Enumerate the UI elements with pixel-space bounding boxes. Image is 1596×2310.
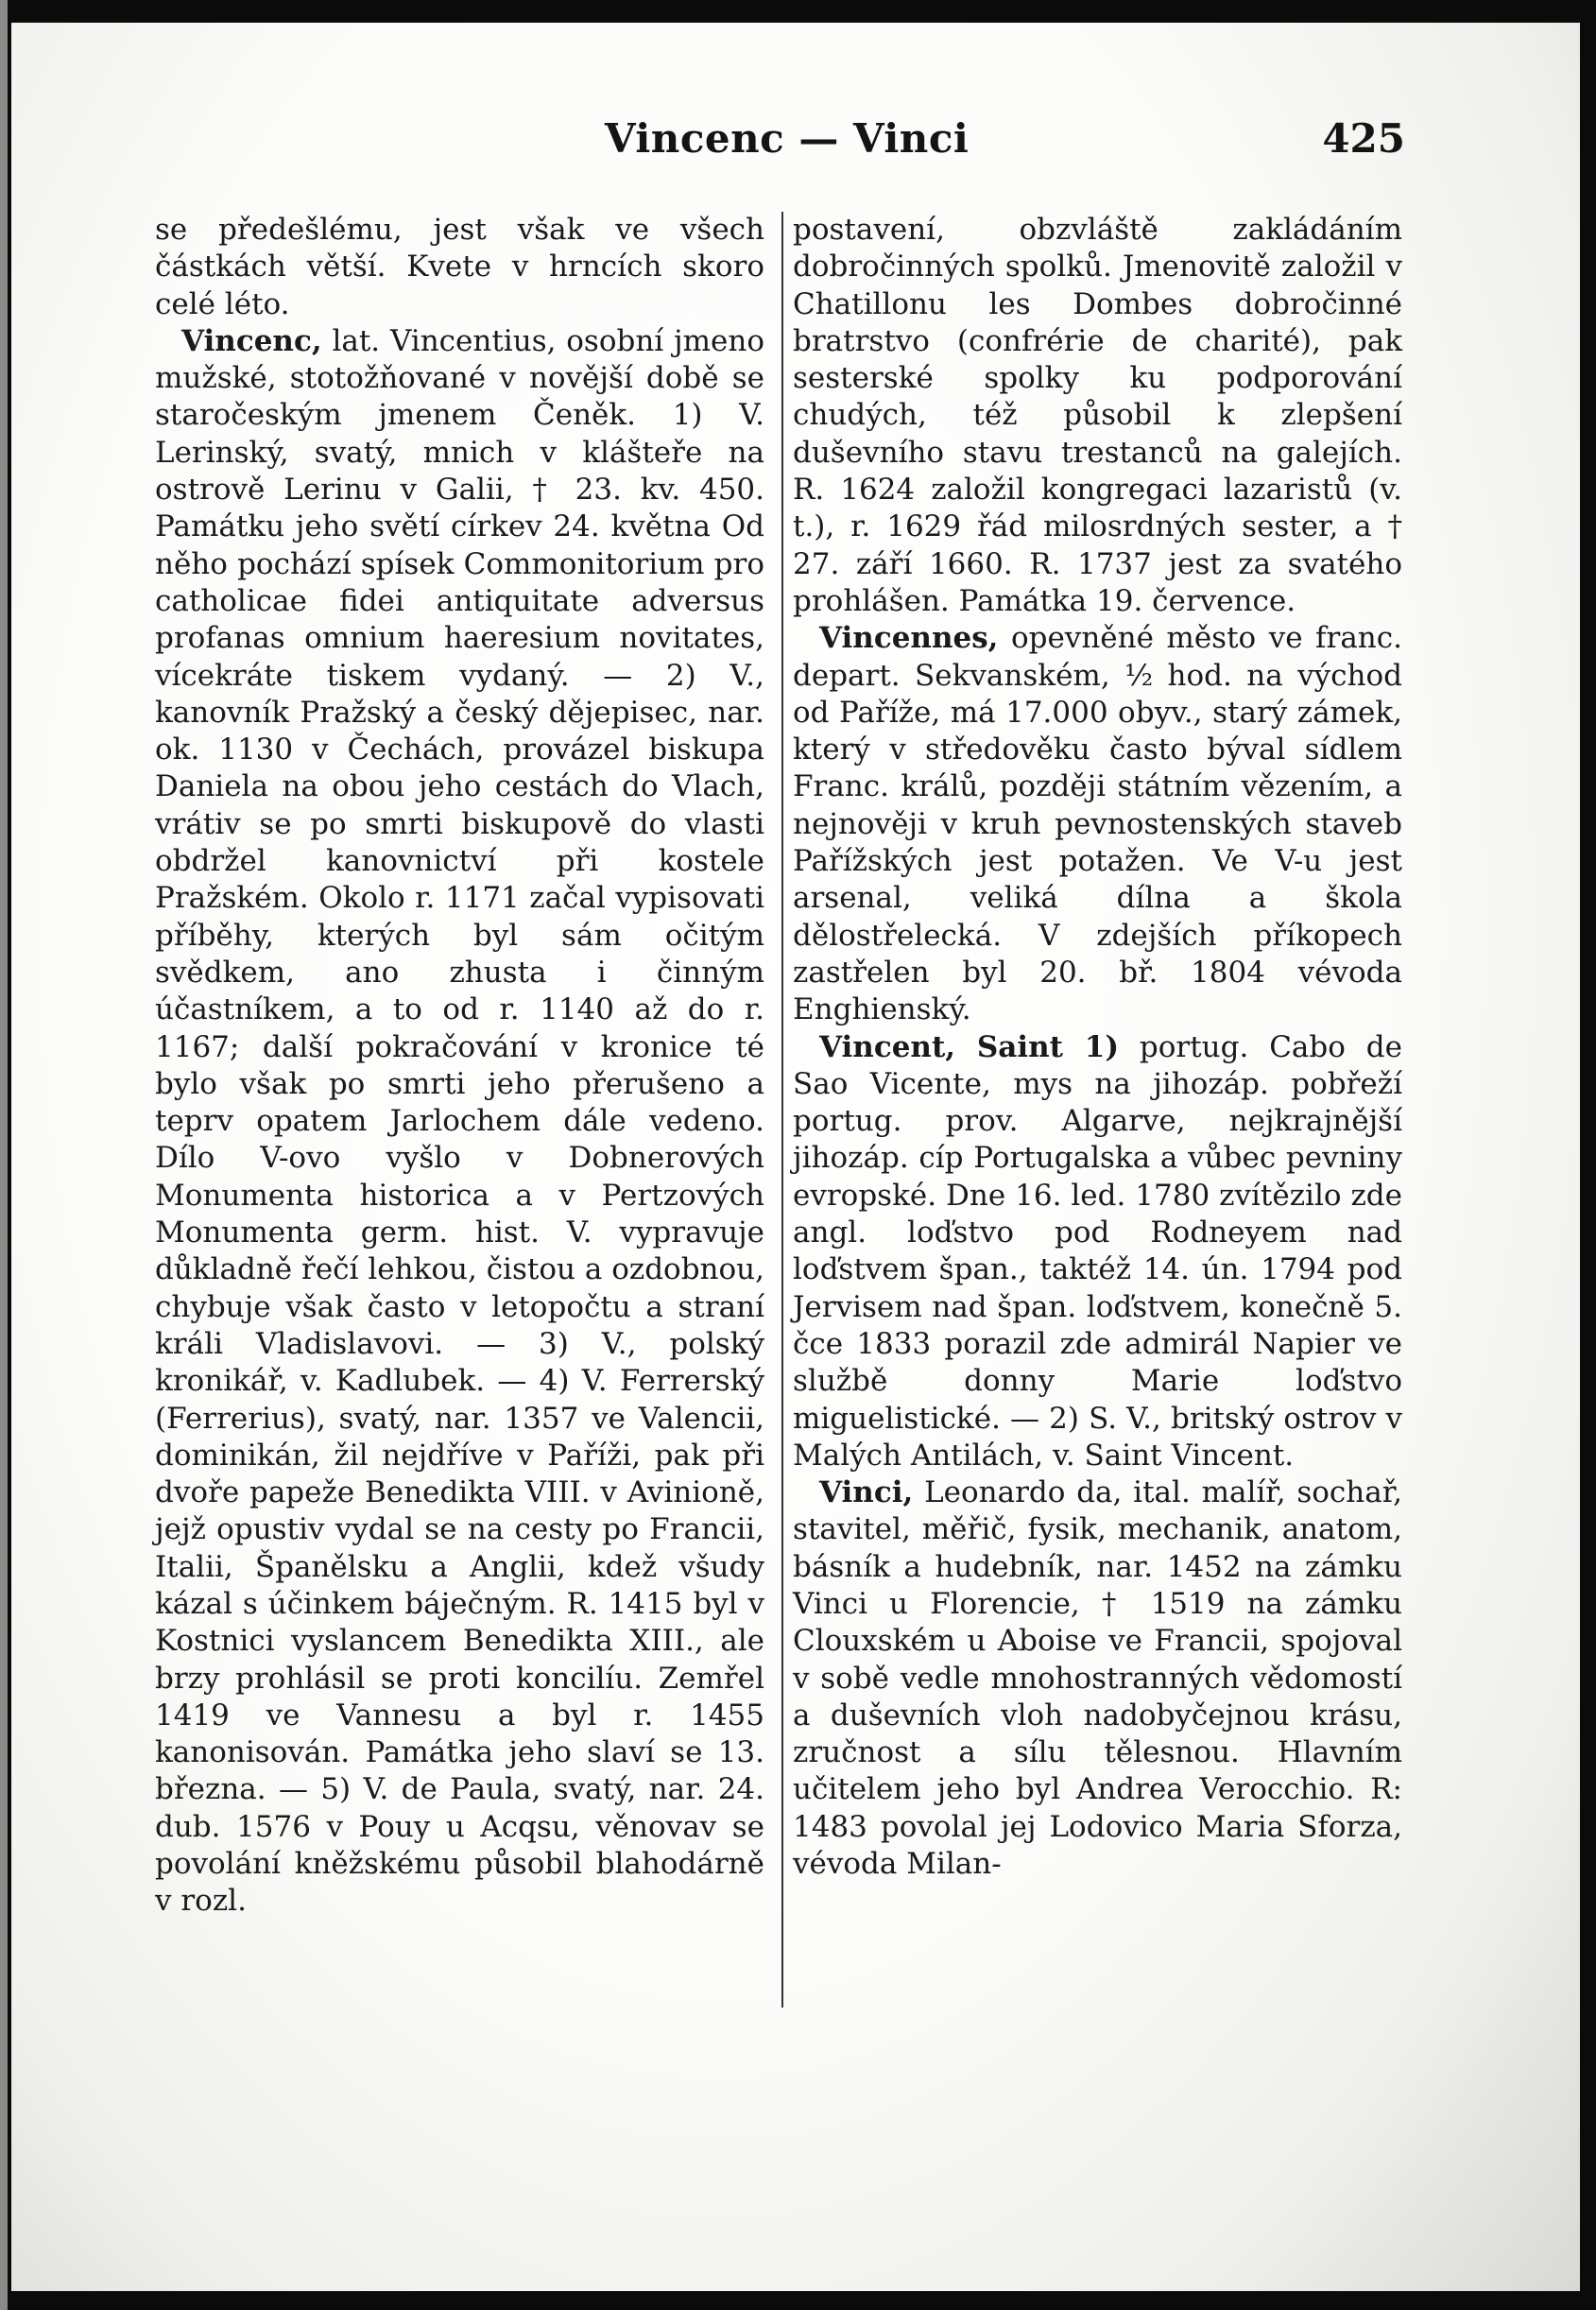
entry-headword: Vincenc, — [181, 323, 322, 358]
entry-text: opevněné město ve franc. depart. Sekvanském, ½ hod. na východ od Paříže, má 17.000 obyv., starý zámek, který v středověku často býval sídlem Franc. králů, později státním vězením, a nejnověji v kruh pevnostenských staveb Pařížských jest potažen. Ve V-u jest arsenal, veliká dílna a škola dělostřelecká. V zdejších příkopech zastřelen byl 20. bř. 1804 vévoda Enghienský. — [793, 621, 1402, 1027]
entry-continuation — [155, 212, 764, 323]
entry-headword: Vinci, — [819, 1475, 914, 1510]
entry-text: postavení, obzvláště zakládáním dobročinných spolků. Jmenovitě založil v Chatillonu les Dombes dobročinné bratrstvo (confrérie de charité), pak sesterské spolky ku podporování chudých, též působil k zlepšení duševního stavu trestanců na galejích. R. 1624 založil kongregaci lazaristů (v. t.), r. 1629 řád milosrdných sester, a † 27. září 1660. R. 1737 jest za svatého prohlášen. Památka 19. července. — [793, 213, 1402, 618]
entry-continuation — [793, 212, 1402, 620]
scan-edge — [0, 0, 8, 2310]
entry-vincennes — [793, 620, 1402, 1028]
entry-vincenc — [155, 323, 764, 1921]
entry-text: portug. Cabo de Sao Vicente, mys na jihozáp. pobřeží portug. prov. Algarve, nejkrajnější jihozáp. cíp Portugalska a vůbec pevniny evropské. Dne 16. led. 1780 zvítězilo zde angl. loďstvo pod Rodneyem nad loďstvem špan., taktéž 14. ún. 1794 pod Jervisem nad špan. loďstvem, konečně 5. čce 1833 porazil zde admirál Napier ve službě donny Marie loďstvo miguelistické. — 2) S. V., britský ostrov v Malých Antilách, v. Saint Vincent. — [793, 1029, 1402, 1473]
entry-text: lat. Vincentius, osobní jmeno mužské, stotožňované v novější době se staročeským jmenem Čeněk. 1) V. Lerinský, svatý, mnich v klášteře na ostrově Lerinu v Galii, † 23. kv. 450. Památku jeho světí církev 24. května Od něho pochází spísek Commonitorium pro catholicae fidei antiquitate adversus profanas omnium haeresium novitates, vícekráte tiskem vydaný. — 2) V., kanovník Pražský a český dějepisec, nar. ok. 1130 v Čechách, provázel biskupa Daniela na obou jeho cestách do Vlach, vrátiv se po smrti biskupově do vlasti obdržel kanovnictví při kostele Pražském. Okolo r. 1171 začal vypisovati příběhy, kterých byl sám očitým svědkem, ano zhusta i činným účastníkem, a to od r. 1140 až do r. 1167; další pokračování v kronice té bylo však po smrti jeho přerušeno a teprv opatem Jarlochem dále vedeno. Dílo V-ovo vyšlo v Dobnerových Monumenta historica a v Pertzových Monumenta germ. hist. V. vypravuje důkladně řečí lehkou, čistou a ozdobnou, chybuje však často v letopočtu a straní králi Vladislavovi. — 3) V., polský kronikář, v. Kadlubek. — 4) V. Ferrerský (Ferrerius), svatý, nar. 1357 ve Valencii, dominikán, žil nejdříve v Paříži, pak při dvoře papeže Benedikta VIII. v Avinioně, jejž opustiv vydal se na cesty po Francii, Italii, Španělsku a Anglii, kdež všudy kázal s účinkem báječným. R. 1415 byl v Kostnici vyslancem Benedikta XIII., ale brzy prohlásil se proti koncilíu. Zemřel 1419 ve Vannesu a byl r. 1455 kanonisován. Památka jeho slaví se 13. března. — 5) V. de Paula, svatý, nar. 24. dub. 1576 v Pouy u Acqsu, věnovav se povolání kněžskému působil blahodárně v rozl. — [155, 323, 764, 1919]
running-head: Vincenc — Vinci — [605, 115, 970, 162]
column-rule — [781, 212, 783, 2008]
entry-text: se předešlému, jest však ve všech částkách větší. Kvete v hrncích skoro celé léto. — [155, 213, 764, 321]
scanned-page — [11, 23, 1580, 2291]
entry-text: Leonardo da, ital. malíř, sochař, stavitel, měřič, fysik, mechanik, anatom, básník a hudebník, nar. 1452 na zámku Vinci u Florencie, † 1519 na zámku Clouxském u Aboise ve Francii, spojoval v sobě vedle mnohostranných vědomostí a duševních vloh nadobyčejnou krásu, zručnost a sílu tělesnou. Hlavním učitelem jeho byl Andrea Verocchio. R: 1483 povolal jej Lodovico Maria Sforza, vévoda Milan- — [793, 1475, 1402, 1882]
left-column — [155, 212, 764, 1921]
page-number: 425 — [1322, 115, 1405, 162]
entry-headword: Vincennes, — [819, 621, 999, 656]
right-column — [793, 212, 1402, 1883]
page-header — [153, 115, 1405, 172]
entry-headword: Vincent, Saint 1) — [819, 1029, 1120, 1064]
entry-vincent-saint — [793, 1029, 1402, 1475]
entry-vinci — [793, 1474, 1402, 1883]
